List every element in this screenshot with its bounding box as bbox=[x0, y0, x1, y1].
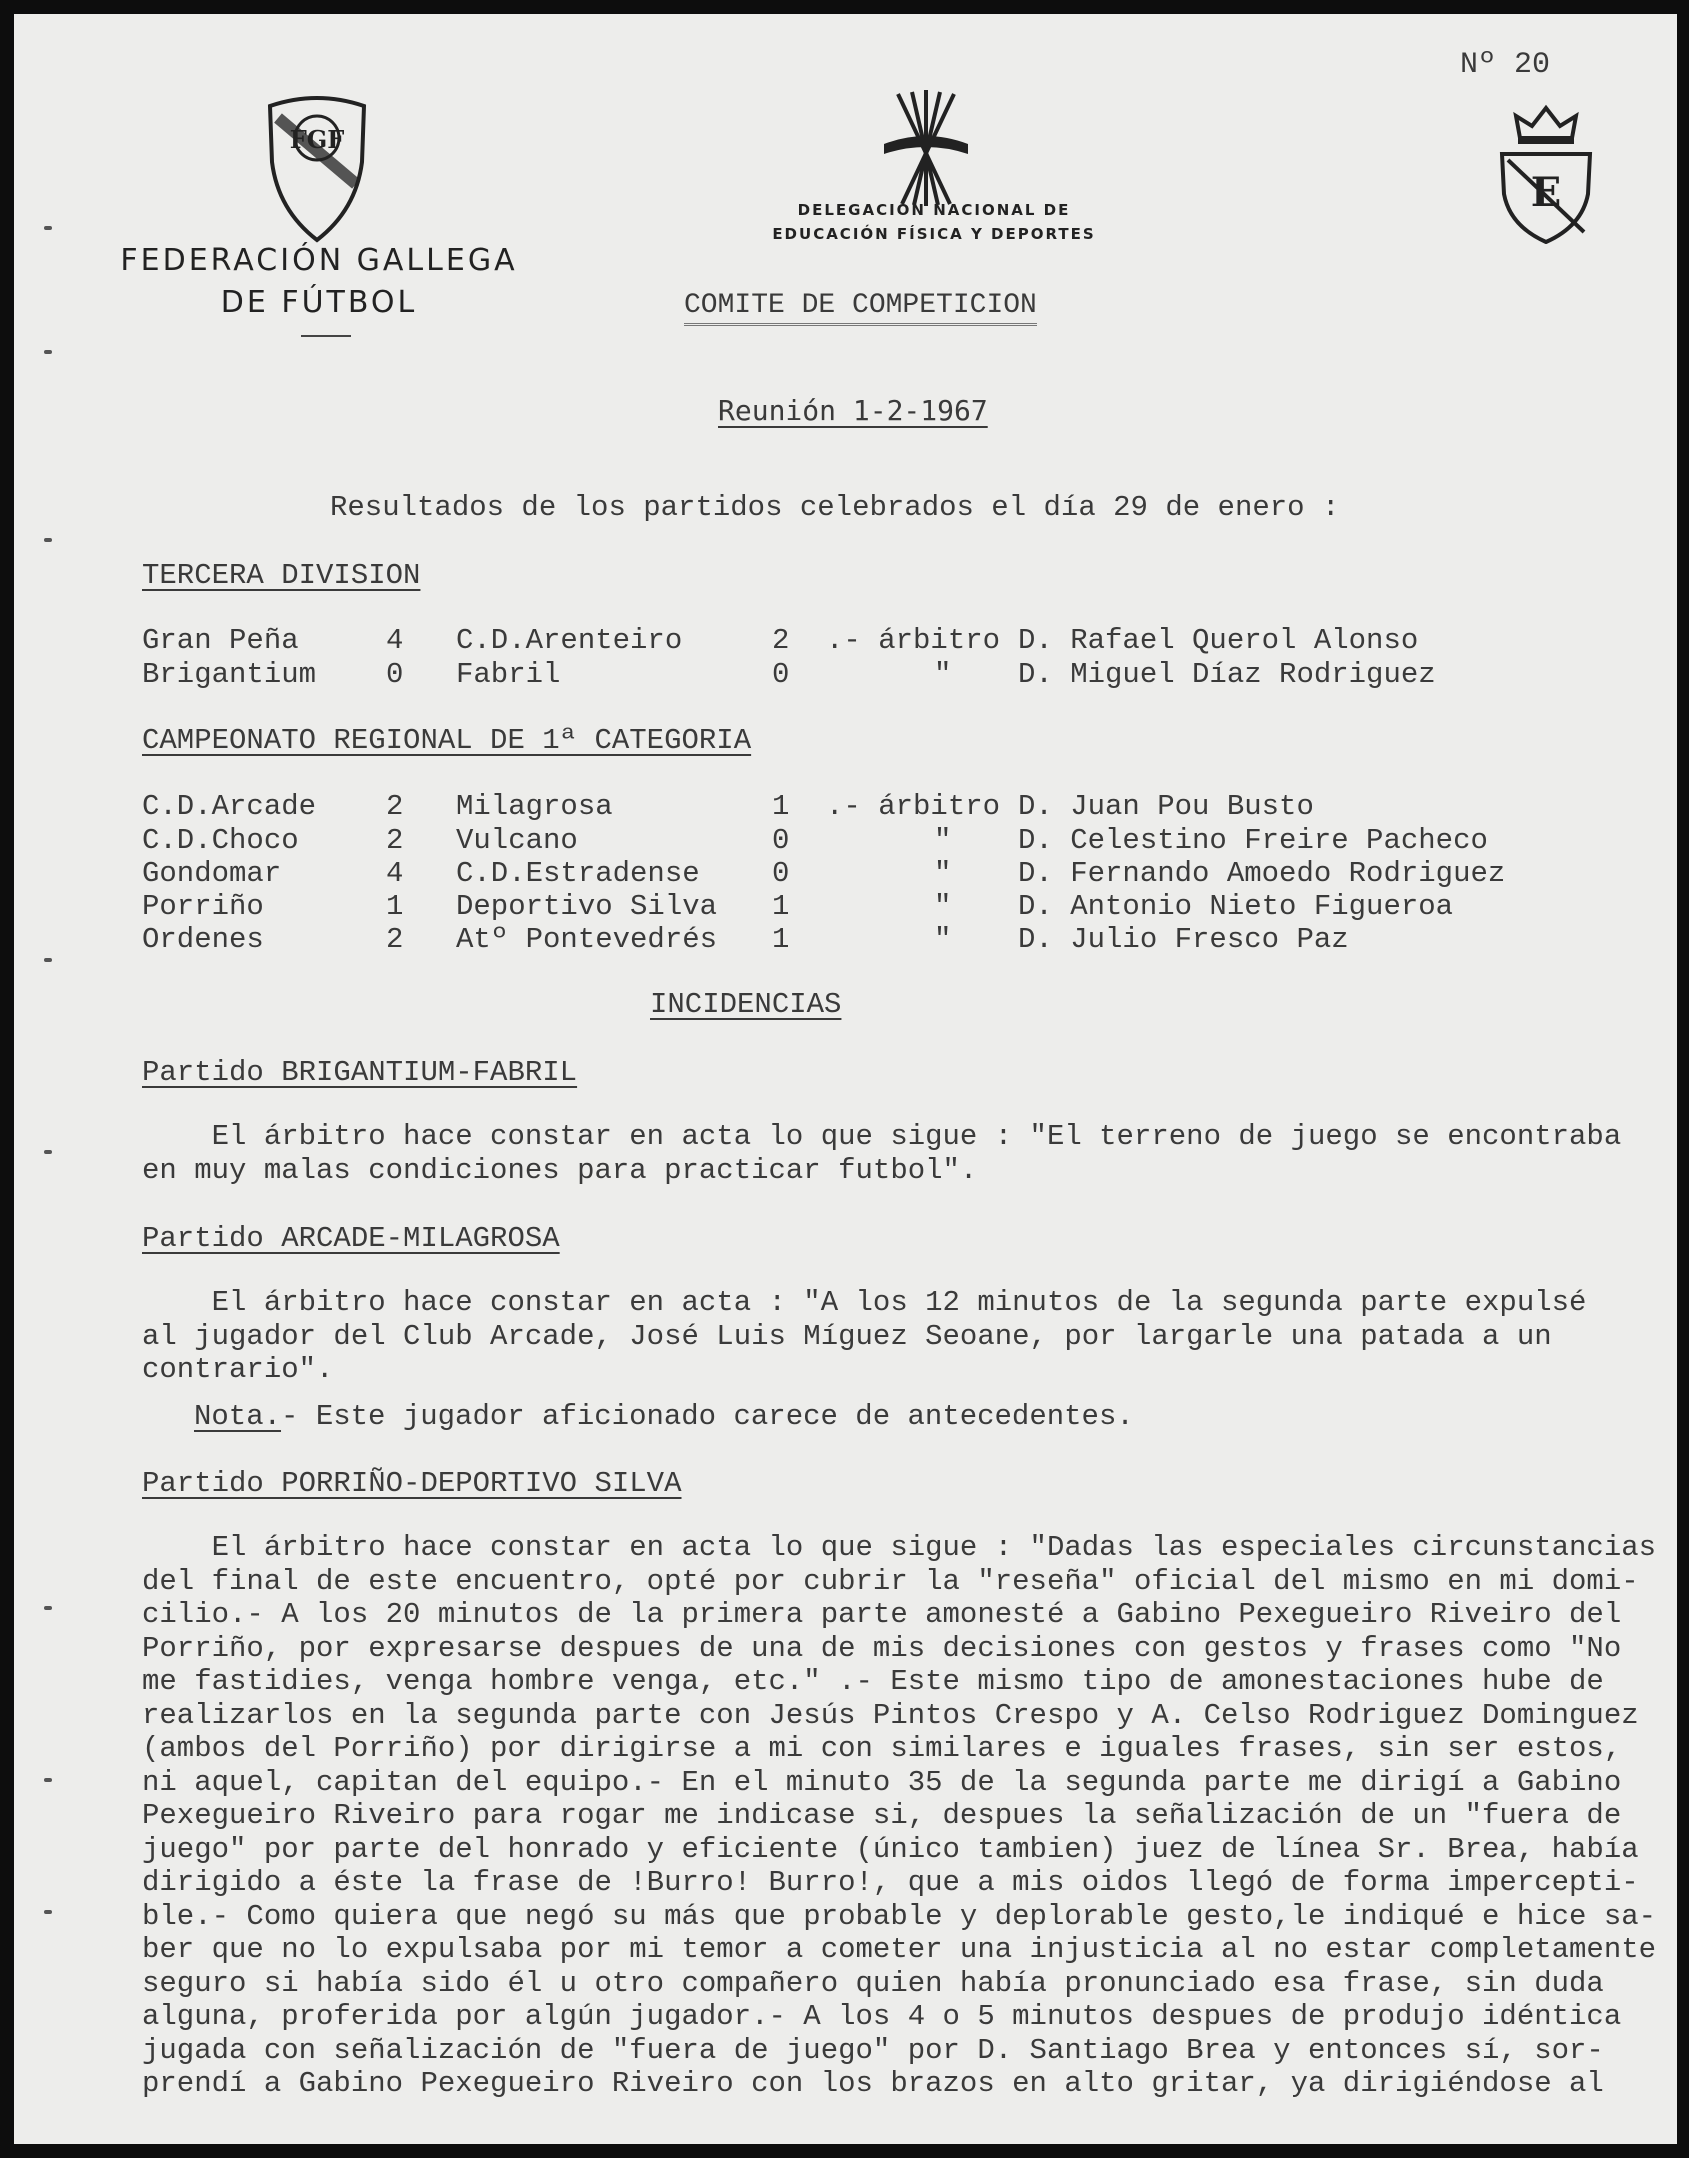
incidencias-heading: INCIDENCIAS bbox=[650, 988, 842, 1021]
result-row bbox=[14, 790, 1677, 824]
away-team: Deportivo Silva bbox=[456, 890, 718, 923]
referee-name: D. Fernando Amoedo Rodriguez bbox=[1018, 857, 1506, 890]
committee-title: COMITE DE COMPETICION bbox=[684, 290, 1037, 326]
delegation-line2: EDUCACIÓN FÍSICA Y DEPORTES bbox=[772, 225, 1096, 243]
result-row bbox=[14, 658, 1677, 692]
home-score: 2 bbox=[386, 824, 404, 857]
punch-hole bbox=[44, 226, 52, 230]
away-score: 1 bbox=[772, 890, 790, 923]
tercera-division-heading: TERCERA DIVISION bbox=[142, 559, 421, 592]
away-team: Fabril bbox=[456, 658, 561, 691]
yoke-arrows-emblem bbox=[876, 84, 976, 210]
match-report: El árbitro hace constar en acta lo que sigue : "Dadas las especiales circunstancias del final de este encuentro, opté por cubrir la "reseña" oficial del mismo en mi domi- cilio.- A los 20 minutos de la primera parte amonesté a Gabino Pexegueiro Riveiro del Porriño, por expresarse despues de una de mis decisiones con gestos y frases como "No me fastidies, venga hombre venga, etc." .- Este mismo tipo de amonestaciones hube de realizarlos en la segunda parte con Jesús Pintos Crespo y A. Celso Rodriguez Dominguez (ambos del Porriño) por dirigirse a mi con similares e iguales frases, sin ser estos, ni aquel, capitan del equipo.- En el minuto 35 de la segunda parte me dirigí a Gabino Pexegueiro Riveiro para rogar me indicase si, despues la señalización de un "fuera de juego" por parte del honrado y eficiente (único tambien) juez de línea Sr. Brea, había dirigido a éste la frase de !Burro! Burro!, que a mis oidos llegó de forma impercepti- ble.- Como quiera que negó su más que probable y deplorable gesto,le indiqué e hice sa- ber que no lo expulsaba por mi temor a cometer una injusticia al no estar completamente seguro si había sido él u otro compañero quien había pronunciado esa frase, sin duda alguna, proferida por algún jugador.- A los 4 o 5 minutos despues de produjo idéntica jugada con señalización de "fuera de juego" por D. Santiago Brea y entonces sí, sor- prendí a Gabino Pexegueiro Riveiro con los brazos en alto gritar, ya dirigiéndose al bbox=[142, 1531, 1657, 2100]
result-row bbox=[14, 923, 1677, 957]
away-team: Milagrosa bbox=[456, 790, 613, 823]
federation-name-line2: DE FÚTBOL bbox=[220, 285, 418, 320]
ditto-mark: " bbox=[934, 890, 952, 923]
document-page bbox=[14, 14, 1677, 2144]
home-score: 2 bbox=[386, 790, 404, 823]
home-score: 2 bbox=[386, 923, 404, 956]
away-team: Atº Pontevedrés bbox=[456, 923, 718, 956]
delegation-line1: DELEGACIÓN NACIONAL DE bbox=[797, 201, 1071, 219]
ditto-mark: " bbox=[934, 824, 952, 857]
result-row bbox=[14, 624, 1677, 658]
punch-hole bbox=[44, 958, 52, 962]
federation-name-line1: FEDERACIÓN GALLEGA bbox=[120, 243, 518, 278]
ditto-mark: " bbox=[934, 857, 952, 890]
home-team: Brigantium bbox=[142, 658, 317, 691]
note-text: - Este jugador aficionado carece de antecedentes. bbox=[281, 1400, 1134, 1433]
svg-text:FGF: FGF bbox=[289, 125, 345, 154]
home-score: 1 bbox=[386, 890, 404, 923]
svg-text:E: E bbox=[1530, 169, 1562, 216]
home-team: Porriño bbox=[142, 890, 264, 923]
referee-label: .- árbitro bbox=[826, 624, 1001, 657]
punch-hole bbox=[44, 1910, 52, 1914]
note-label: Nota. bbox=[194, 1400, 282, 1433]
away-team: C.D.Estradense bbox=[456, 857, 700, 890]
away-score: 1 bbox=[772, 923, 790, 956]
referee-name: D. Miguel Díaz Rodriguez bbox=[1018, 658, 1436, 691]
divider bbox=[301, 335, 351, 337]
home-score: 0 bbox=[386, 658, 404, 691]
match-report: El árbitro hace constar en acta lo que sigue : "El terreno de juego se encontraba en muy malas condiciones para practicar futbol". bbox=[142, 1120, 1622, 1187]
results-intro: Resultados de los partidos celebrados el día 29 de enero : bbox=[330, 491, 1340, 524]
match-note bbox=[194, 1400, 1134, 1433]
ditto-mark: " bbox=[934, 923, 952, 956]
ditto-mark: " bbox=[934, 658, 952, 691]
result-row bbox=[14, 824, 1677, 858]
home-score: 4 bbox=[386, 857, 404, 890]
punch-hole bbox=[44, 350, 52, 354]
away-score: 1 bbox=[772, 790, 790, 823]
away-team: C.D.Arenteiro bbox=[456, 624, 683, 657]
match-title: Partido BRIGANTIUM-FABRIL bbox=[142, 1056, 578, 1089]
referee-name: D. Julio Fresco Paz bbox=[1018, 923, 1349, 956]
referee-label: .- árbitro bbox=[826, 790, 1001, 823]
result-row bbox=[14, 890, 1677, 924]
meeting-date: Reunión 1-2-1967 bbox=[718, 394, 988, 427]
away-score: 2 bbox=[772, 624, 790, 657]
result-row bbox=[14, 857, 1677, 891]
referee-name: D. Rafael Querol Alonso bbox=[1018, 624, 1419, 657]
away-team: Vulcano bbox=[456, 824, 578, 857]
referee-name: D. Juan Pou Busto bbox=[1018, 790, 1314, 823]
home-team: C.D.Choco bbox=[142, 824, 299, 857]
punch-hole bbox=[44, 538, 52, 542]
home-team: Ordenes bbox=[142, 923, 264, 956]
home-team: Gran Peña bbox=[142, 624, 299, 657]
home-team: Gondomar bbox=[142, 857, 282, 890]
away-score: 0 bbox=[772, 824, 790, 857]
crowned-seal-logo bbox=[1494, 102, 1598, 244]
home-score: 4 bbox=[386, 624, 404, 657]
match-report: El árbitro hace constar en acta : "A los 12 minutos de la segunda parte expulsé al jugador del Club Arcade, José Luis Míguez Seoane, por largarle una patada a un contrario". bbox=[142, 1286, 1587, 1386]
punch-hole bbox=[44, 1150, 52, 1154]
away-score: 0 bbox=[772, 857, 790, 890]
document-number: Nº 20 bbox=[1460, 48, 1551, 82]
match-title: Partido ARCADE-MILAGROSA bbox=[142, 1222, 560, 1255]
match-title: Partido PORRIÑO-DEPORTIVO SILVA bbox=[142, 1467, 682, 1500]
punch-hole bbox=[44, 1606, 52, 1610]
regional-heading: CAMPEONATO REGIONAL DE 1ª CATEGORIA bbox=[142, 724, 752, 757]
referee-name: D. Celestino Freire Pacheco bbox=[1018, 824, 1488, 857]
federation-shield-logo bbox=[264, 92, 370, 244]
away-score: 0 bbox=[772, 658, 790, 691]
home-team: C.D.Arcade bbox=[142, 790, 317, 823]
punch-hole bbox=[44, 1778, 52, 1782]
referee-name: D. Antonio Nieto Figueroa bbox=[1018, 890, 1454, 923]
